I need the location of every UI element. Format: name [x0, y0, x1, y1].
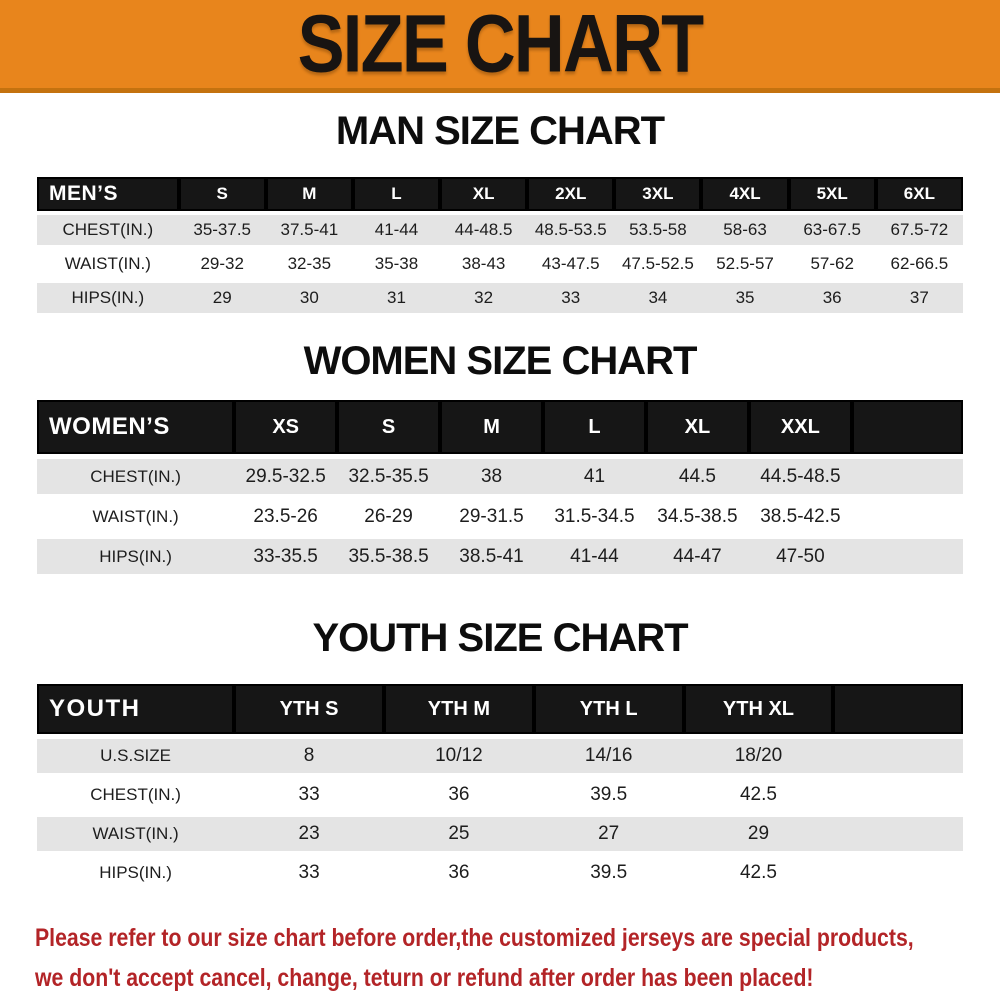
measurement-value: 26-29	[364, 505, 413, 527]
measurement-value: 41	[583, 465, 606, 487]
size-column-header: XL	[440, 177, 527, 213]
measurement-value: 37	[909, 288, 929, 307]
measurement-value: 38.5-41	[459, 545, 524, 567]
table-header-label: YOUTH	[37, 684, 234, 737]
size-column-header: 3XL	[614, 177, 701, 213]
size-column-header: S	[179, 177, 266, 213]
header-row	[37, 684, 963, 737]
measurement-value: 44-48.5	[454, 220, 513, 239]
row-label: WAIST(IN.)	[64, 254, 151, 273]
youth-section-title: YOUTH SIZE CHART	[312, 616, 688, 660]
size-column-header: L	[543, 400, 646, 457]
header-filler	[833, 684, 963, 737]
measurement-row	[37, 457, 963, 497]
measurement-value: 38-43	[461, 254, 506, 273]
measurement-value: 33	[298, 784, 320, 805]
measurement-row	[37, 537, 963, 575]
measurement-value: 47.5-52.5	[621, 254, 694, 273]
measurement-value: 36	[822, 288, 842, 307]
measurement-value: 67.5-72	[890, 220, 949, 239]
man-size-table	[37, 177, 963, 313]
measurement-value: 32	[474, 288, 494, 307]
size-column-header: XS	[234, 400, 337, 457]
measurement-row	[37, 776, 963, 815]
measurement-value: 35-38	[374, 254, 419, 273]
page-title: SIZE CHART	[297, 0, 703, 89]
measurement-value: 35-37.5	[193, 220, 252, 239]
measurement-value: 62-66.5	[890, 254, 949, 273]
size-column-header: YTH L	[534, 684, 684, 737]
row-filler	[852, 457, 963, 497]
row-filler	[833, 854, 963, 891]
measurement-value: 27	[598, 823, 620, 844]
youth-size-section	[0, 616, 1000, 890]
measurement-value: 30	[299, 288, 319, 307]
size-column-header: 4XL	[701, 177, 788, 213]
measurement-value: 29-32	[200, 254, 244, 273]
measurement-value: 29	[212, 288, 232, 307]
row-label: CHEST(IN.)	[90, 466, 181, 486]
measurement-value: 36	[448, 784, 470, 805]
measurement-value: 8	[303, 745, 315, 766]
measurement-row	[37, 737, 963, 776]
size-column-header: 2XL	[527, 177, 614, 213]
size-column-header: L	[353, 177, 440, 213]
measurement-value: 10/12	[435, 745, 483, 766]
measurement-value: 23.5-26	[253, 505, 318, 527]
row-label: HIPS(IN.)	[99, 546, 172, 566]
row-filler	[852, 537, 963, 575]
size-column-header: M	[440, 400, 543, 457]
row-label: WAIST(IN.)	[92, 506, 179, 526]
size-column-header: 5XL	[789, 177, 876, 213]
measurement-value: 14/16	[584, 745, 633, 766]
row-filler	[833, 815, 963, 854]
row-label: CHEST(IN.)	[62, 220, 154, 239]
measurement-value: 42.5	[739, 862, 777, 883]
charts-area	[0, 109, 1000, 890]
measurement-value: 47-50	[776, 545, 825, 567]
row-label: HIPS(IN.)	[99, 863, 172, 882]
measurement-value: 38	[480, 465, 503, 487]
row-label: CHEST(IN.)	[90, 785, 181, 804]
measurement-value: 57-62	[810, 254, 854, 273]
row-filler	[852, 497, 963, 537]
women-size-section	[0, 339, 1000, 574]
disclaimer	[35, 918, 1000, 998]
measurement-value: 39.5	[590, 784, 628, 805]
size-column-header: 6XL	[876, 177, 963, 213]
measurement-value: 33	[298, 862, 320, 883]
banner	[0, 0, 1000, 93]
size-column-header: XXL	[749, 400, 852, 457]
measurement-value: 38.5-42.5	[760, 505, 841, 527]
measurement-value: 36	[448, 862, 470, 883]
disclaimer-line-1: Please refer to our size chart before order,the customized jerseys are special products,	[35, 924, 914, 952]
measurement-value: 44.5	[678, 465, 716, 487]
measurement-value: 29	[747, 823, 770, 844]
measurement-value: 23	[298, 823, 320, 844]
measurement-row	[37, 497, 963, 537]
header-filler	[852, 400, 963, 457]
size-column-header: M	[266, 177, 353, 213]
measurement-value: 35	[735, 288, 755, 307]
measurement-row	[37, 854, 963, 891]
measurement-value: 41-44	[374, 220, 419, 239]
measurement-value: 25	[448, 823, 470, 844]
measurement-value: 33	[561, 288, 581, 307]
measurement-value: 32.5-35.5	[348, 465, 429, 487]
measurement-value: 44.5-48.5	[760, 465, 841, 487]
header-row	[37, 177, 963, 213]
size-column-header: YTH XL	[684, 684, 834, 737]
measurement-value: 35.5-38.5	[348, 545, 429, 567]
measurement-value: 52.5-57	[716, 254, 774, 273]
measurement-value: 37.5-41	[280, 220, 339, 239]
measurement-value: 63-67.5	[803, 220, 862, 239]
women-size-table	[37, 400, 963, 574]
row-filler	[833, 737, 963, 776]
measurement-row	[37, 281, 963, 313]
size-column-header: S	[337, 400, 440, 457]
measurement-value: 42.5	[739, 784, 777, 805]
measurement-value: 44-47	[673, 545, 722, 567]
women-section-title: WOMEN SIZE CHART	[303, 339, 697, 383]
measurement-value: 31	[387, 288, 406, 307]
row-label: HIPS(IN.)	[71, 288, 145, 307]
disclaimer-line-2: we don't accept cancel, change, teturn or refund after order has been placed!	[35, 964, 814, 992]
measurement-value: 41-44	[570, 545, 619, 567]
row-label: U.S.SIZE	[100, 746, 172, 765]
size-column-header: YTH S	[234, 684, 384, 737]
measurement-value: 18/20	[734, 745, 783, 766]
table-header-label: MEN’S	[37, 177, 179, 213]
measurement-value: 43-47.5	[541, 254, 600, 273]
measurement-value: 33-35.5	[253, 545, 318, 567]
table-header-label: WOMEN’S	[37, 400, 234, 457]
measurement-value: 58-63	[723, 220, 767, 239]
measurement-value: 34.5-38.5	[657, 505, 738, 527]
measurement-row	[37, 247, 963, 281]
measurement-value: 29.5-32.5	[245, 465, 326, 487]
man-section-title: MAN SIZE CHART	[335, 109, 665, 153]
size-column-header: YTH M	[384, 684, 534, 737]
header-row	[37, 400, 963, 457]
measurement-value: 34	[648, 288, 668, 307]
man-size-section	[0, 109, 1000, 313]
measurement-value: 39.5	[590, 862, 628, 883]
youth-size-table	[37, 684, 963, 890]
measurement-value: 53.5-58	[629, 220, 687, 239]
row-filler	[833, 776, 963, 815]
measurement-value: 48.5-53.5	[534, 220, 607, 239]
measurement-value: 29-31.5	[459, 505, 524, 527]
measurement-value: 32-35	[287, 254, 332, 273]
measurement-value: 31.5-34.5	[554, 505, 635, 527]
measurement-row	[37, 213, 963, 247]
row-label: WAIST(IN.)	[92, 824, 179, 843]
measurement-row	[37, 815, 963, 854]
size-column-header: XL	[646, 400, 749, 457]
